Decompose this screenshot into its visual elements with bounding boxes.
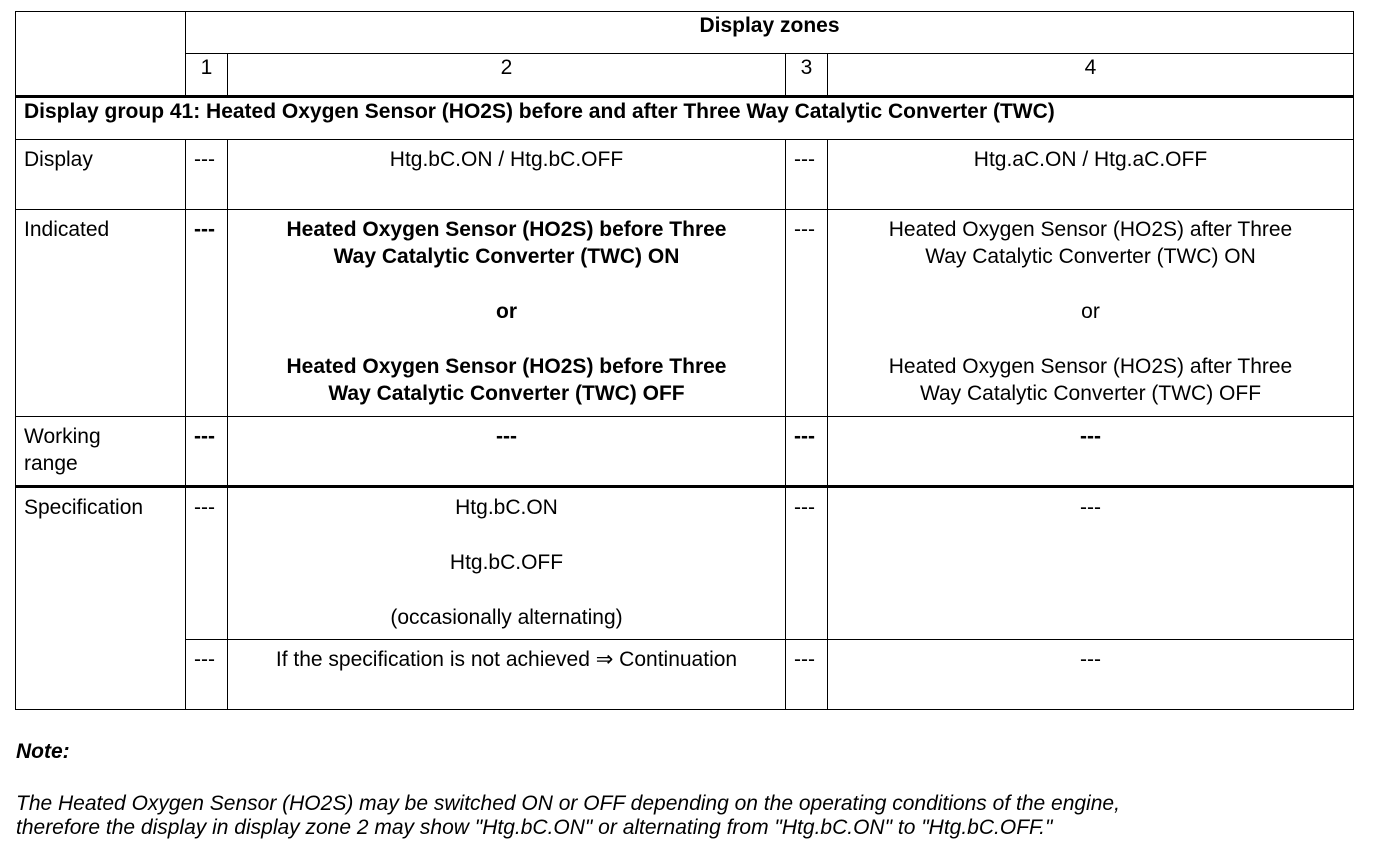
row-label-specification: Specification [16, 487, 186, 710]
display-group-table [15, 11, 1354, 710]
indicated-zone2-off-line1: Heated Oxygen Sensor (HO2S) before Three [286, 355, 727, 378]
specification-zone2 [228, 487, 786, 640]
display-group-title: Display group 41: Heated Oxygen Sensor (HO2S) before and after Three Way Catalytic Converter (TWC) [16, 97, 1354, 140]
display-zone3: --- [786, 140, 828, 210]
table-row-specification [16, 487, 1354, 640]
followup-zone3: --- [786, 640, 828, 710]
specification-zone2-line2: Htg.bC.OFF [449, 551, 564, 574]
row-label-working-range-line2: range [24, 452, 78, 475]
display-zone2: Htg.bC.ON / Htg.bC.OFF [228, 140, 786, 210]
display-zone1: --- [186, 140, 228, 210]
header-blank-cell [16, 12, 186, 97]
indicated-zone1: --- [186, 210, 228, 417]
followup-zone2: If the specification is not achieved ⇒ Continuation [228, 640, 786, 710]
indicated-zone4-or: or [1081, 300, 1100, 323]
working-range-zone4: --- [828, 417, 1354, 487]
display-zone4: Htg.aC.ON / Htg.aC.OFF [828, 140, 1354, 210]
table-row-indicated [16, 210, 1354, 417]
display-zones-heading: Display zones [186, 12, 1354, 54]
indicated-zone2-or: or [496, 300, 517, 323]
specification-zone2-line1: Htg.bC.ON [455, 496, 558, 519]
row-label-display: Display [16, 140, 186, 210]
note-line-2: therefore the display in display zone 2 may show "Htg.bC.ON" or alternating from "Htg.bC.ON" to "Htg.bC.OFF." [16, 816, 1053, 839]
zone-number-1: 1 [186, 54, 228, 97]
table-row-specification-followup [16, 640, 1354, 710]
indicated-zone3: --- [786, 210, 828, 417]
indicated-zone2-on-line2: Way Catalytic Converter (TWC) ON [333, 245, 680, 268]
followup-zone4: --- [828, 640, 1354, 710]
specification-zone1: --- [186, 487, 228, 640]
followup-zone1: --- [186, 640, 228, 710]
indicated-zone4-off-line2: Way Catalytic Converter (TWC) OFF [919, 382, 1262, 405]
indicated-zone2-on-line1: Heated Oxygen Sensor (HO2S) before Three [286, 218, 727, 241]
note-title: Note: [16, 740, 70, 763]
zone-number-4: 4 [828, 54, 1354, 97]
note-section [16, 740, 1376, 840]
working-range-zone2: --- [228, 417, 786, 487]
indicated-zone4 [828, 210, 1354, 417]
working-range-zone1: --- [186, 417, 228, 487]
indicated-zone2 [228, 210, 786, 417]
specification-zone4: --- [828, 487, 1354, 640]
table-row-working-range [16, 417, 1354, 487]
specification-zone3: --- [786, 487, 828, 640]
note-line-1: The Heated Oxygen Sensor (HO2S) may be switched ON or OFF depending on the operating conditions of the engine, [16, 792, 1120, 815]
zone-number-3: 3 [786, 54, 828, 97]
working-range-zone3: --- [786, 417, 828, 487]
indicated-zone2-off-line2: Way Catalytic Converter (TWC) OFF [328, 382, 685, 405]
zone-number-2: 2 [228, 54, 786, 97]
specification-zone2-line3: (occasionally alternating) [390, 606, 623, 629]
row-label-working-range [16, 417, 186, 487]
row-label-indicated: Indicated [16, 210, 186, 417]
indicated-zone4-off-line1: Heated Oxygen Sensor (HO2S) after Three [888, 355, 1293, 378]
indicated-zone4-on-line1: Heated Oxygen Sensor (HO2S) after Three [888, 218, 1293, 241]
indicated-zone4-on-line2: Way Catalytic Converter (TWC) ON [925, 245, 1256, 268]
table-row-display [16, 140, 1354, 210]
row-label-working-range-line1: Working [24, 425, 101, 448]
